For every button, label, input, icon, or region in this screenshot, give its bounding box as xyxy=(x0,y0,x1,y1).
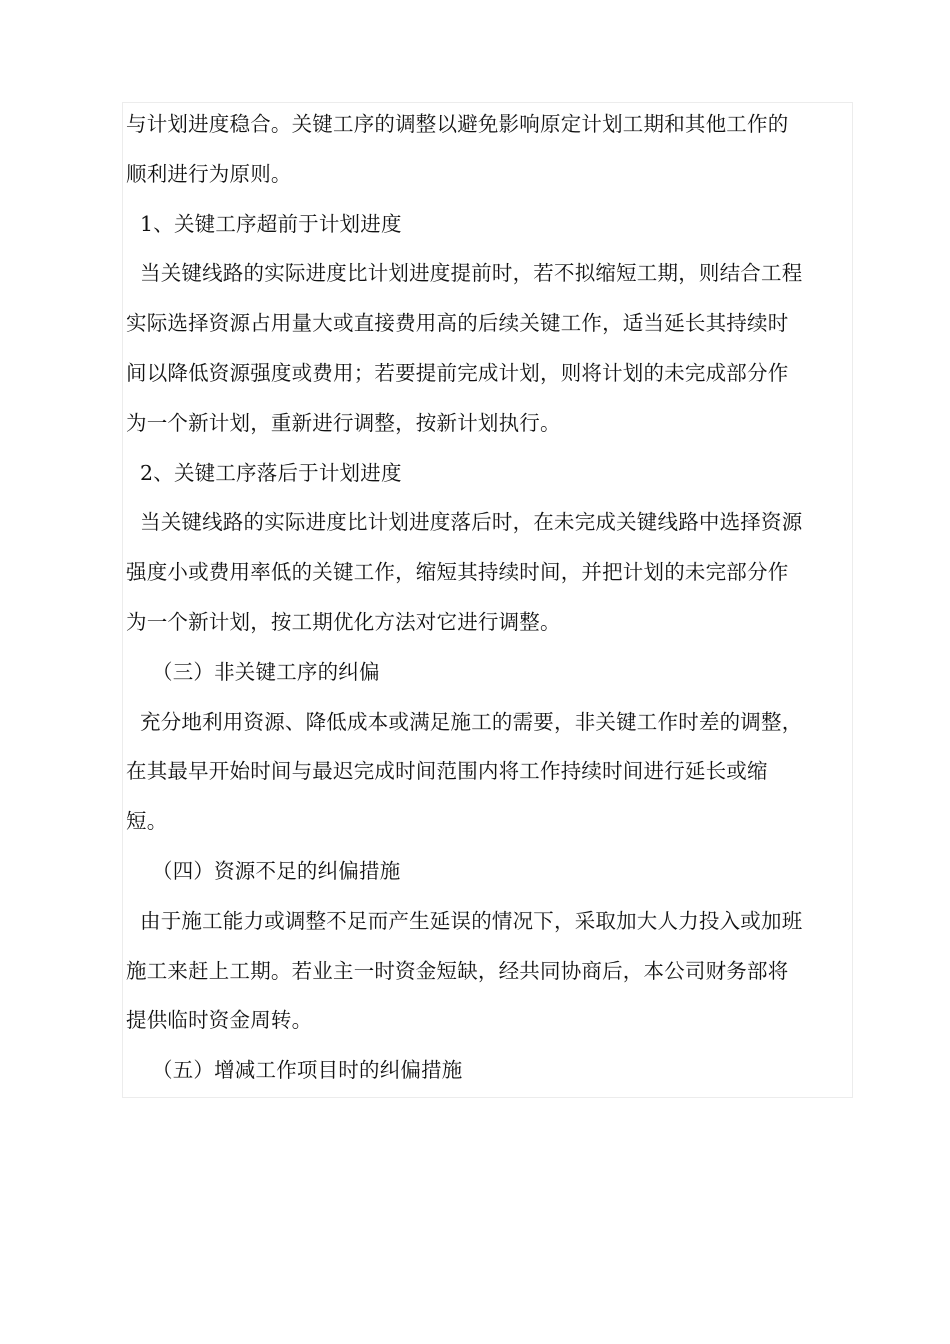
text-line: 间以降低资源强度或费用；若要提前完成计划，则将计划的未完成部分作 xyxy=(126,360,789,385)
document-body xyxy=(126,100,851,1096)
section-heading: （五）增减工作项目时的纠偏措施 xyxy=(152,1058,463,1083)
section-heading: 2、关键工序落后于计划进度 xyxy=(140,460,402,485)
text-line: 由于施工能力或调整不足而产生延误的情况下，采取加大人力投入或加班 xyxy=(140,908,803,933)
text-line: 顺利进行为原则。 xyxy=(126,161,292,186)
text-line: 实际选择资源占用量大或直接费用高的后续关键工作，适当延长其持续时 xyxy=(126,311,789,336)
section-heading: （三）非关键工序的纠偏 xyxy=(152,659,380,684)
text-line: 充分地利用资源、降低成本或满足施工的需要，非关键工作时差的调整， xyxy=(140,709,803,734)
text-line: 当关键线路的实际进度比计划进度提前时，若不拟缩短工期，则结合工程 xyxy=(140,261,803,286)
text-line: 施工来赶上工期。若业主一时资金短缺，经共同协商后，本公司财务部将 xyxy=(126,958,789,983)
section-heading: （四）资源不足的纠偏措施 xyxy=(152,858,401,883)
text-line: 强度小或费用率低的关键工作，缩短其持续时间，并把计划的未完部分作 xyxy=(126,560,789,585)
section-heading: 1、关键工序超前于计划进度 xyxy=(140,211,402,236)
text-line: 当关键线路的实际进度比计划进度落后时，在未完成关键线路中选择资源 xyxy=(140,510,803,535)
text-line: 在其最早开始时间与最迟完成时间范围内将工作持续时间进行延长或缩 xyxy=(126,759,768,784)
text-line: 提供临时资金周转。 xyxy=(126,1008,313,1033)
text-line: 短。 xyxy=(126,809,168,834)
text-line: 为一个新计划，按工期优化方法对它进行调整。 xyxy=(126,609,561,634)
text-line: 与计划进度稳合。关键工序的调整以避免影响原定计划工期和其他工作的 xyxy=(126,112,789,136)
text-line: 为一个新计划，重新进行调整，按新计划执行。 xyxy=(126,410,561,435)
